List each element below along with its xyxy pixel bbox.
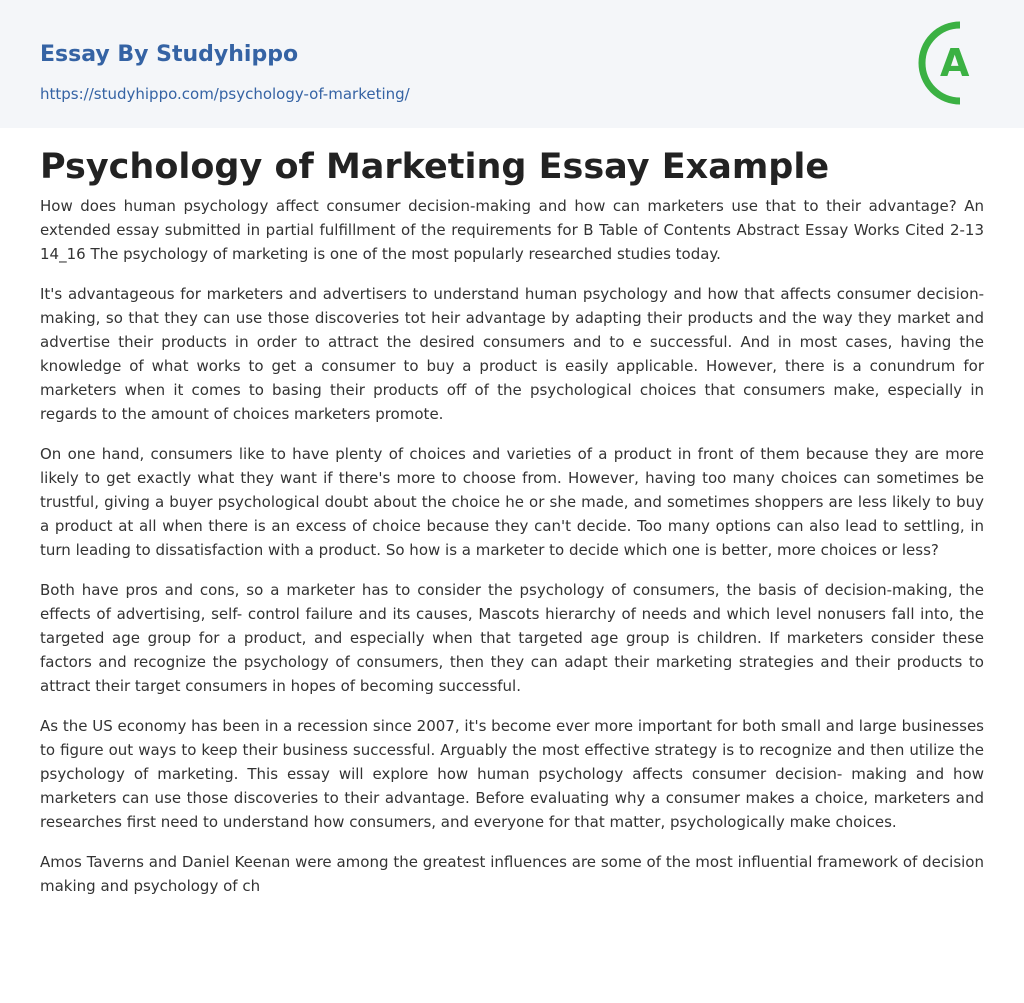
article-body — [40, 194, 984, 914]
paragraph: Both have pros and cons, so a marketer has to consider the psychology of consumers, the basis of decision-making, the effects of advertising, self- control failure and its causes, Mascots hierarchy of needs and which level nonusers fall into, the targeted age group for a product, and especially when that targeted age group is children. If marketers consider these factors and recognize the psychology of consumers, then they can adapt their marketing strategies and their products to attract their target consumers in hopes of becoming successful. — [40, 581, 984, 695]
paragraph: Amos Taverns and Daniel Keenan were among the greatest influences are some of the most influential framework of decision making and psychology of ch — [40, 853, 984, 895]
paragraph: As the US economy has been in a recession since 2007, it's become ever more important for both small and large businesses to figure out ways to keep their business successful. Arguably the most effective strategy is to recognize and then utilize the psychology of marketing. This essay will explore how human psychology affects consumer decision- making and how marketers can use those discoveries to their advantage. Before evaluating why a consumer makes a choice, marketers and researches first need to understand how consumers, and everyone for that matter, psychologically make choices. — [40, 717, 984, 831]
paragraph: It's advantageous for marketers and advertisers to understand human psychology and how that affects consumer decision-making, so that they can use those discoveries tot heir advantage by adapting their products and the way they market and advertise their products in order to attract the desired consumers and to e successful. And in most cases, having the knowledge of what works to get a consumer to buy a product is easily applicable. However, there is a conundrum for marketers when it comes to basing their products off of the psychological choices that consumers make, especially in regards to the amount of choices marketers promote. — [40, 285, 984, 423]
studyhippo-logo-icon[interactable] — [914, 20, 986, 106]
page-title: Psychology of Marketing Essay Example — [40, 147, 830, 187]
logo-letter: A — [940, 41, 970, 85]
paragraph: On one hand, consumers like to have plenty of choices and varieties of a product in front of them because they are more likely to get exactly what they want if there's more to choose from. However, having too many choices can sometimes be trustful, giving a buyer psychological doubt about the choice he or she made, and sometimes shoppers are less likely to buy a product at all when there is an excess of choice because they can't decide. Too many options can also lead to settling, in turn leading to dissatisfaction with a product. So how is a marketer to decide which one is better, more choices or less? — [40, 445, 984, 559]
source-url-link[interactable]: https://studyhippo.com/psychology-of-marketing/ — [40, 85, 410, 103]
paragraph: How does human psychology affect consumer decision-making and how can marketers use that to their advantage? An extended essay submitted in partial fulfillment of the requirements for B Table of Contents Abstract Essay Works Cited 2-13 14_16 The psychology of marketing is one of the most popularly researched studies today. — [40, 197, 984, 263]
brand-link[interactable]: Essay By Studyhippo — [40, 42, 299, 67]
